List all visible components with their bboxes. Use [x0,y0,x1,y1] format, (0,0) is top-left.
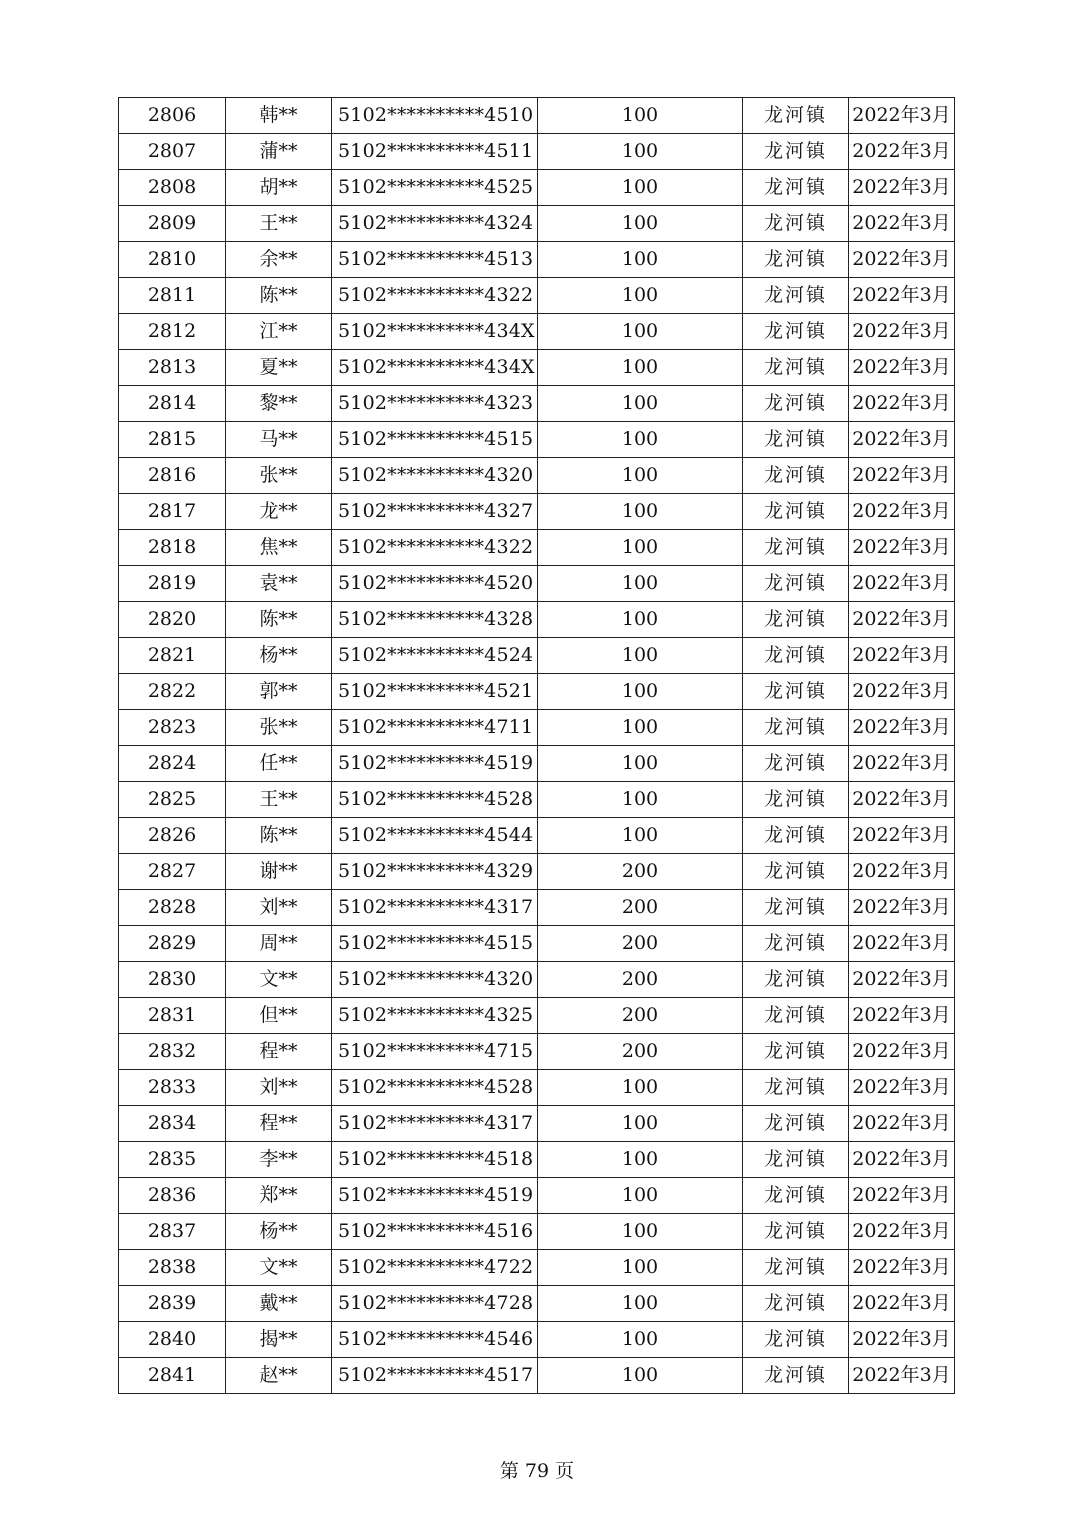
cell-date: 2022年3月 [849,746,955,782]
cell-seq: 2819 [119,566,226,602]
cell-name: 袁** [226,566,332,602]
cell-name: 杨** [226,638,332,674]
cell-id-number: 5102**********434X [332,350,538,386]
cell-id-number: 5102**********4515 [332,926,538,962]
cell-name: 程** [226,1106,332,1142]
cell-amount: 100 [538,1070,743,1106]
cell-date: 2022年3月 [849,278,955,314]
cell-id-number: 5102**********4329 [332,854,538,890]
cell-amount: 100 [538,746,743,782]
table-row [119,710,955,746]
cell-seq: 2837 [119,1214,226,1250]
table-row [119,494,955,530]
cell-date: 2022年3月 [849,854,955,890]
cell-town: 龙河镇 [743,962,849,998]
cell-amount: 100 [538,1358,743,1394]
cell-name: 马** [226,422,332,458]
cell-name: 张** [226,458,332,494]
cell-id-number: 5102**********4513 [332,242,538,278]
cell-town: 龙河镇 [743,1178,849,1214]
cell-name: 江** [226,314,332,350]
cell-town: 龙河镇 [743,854,849,890]
cell-name: 谢** [226,854,332,890]
cell-id-number: 5102**********4528 [332,1070,538,1106]
cell-id-number: 5102**********4519 [332,1178,538,1214]
cell-amount: 100 [538,98,743,134]
cell-seq: 2815 [119,422,226,458]
cell-name: 揭** [226,1322,332,1358]
cell-id-number: 5102**********4324 [332,206,538,242]
cell-seq: 2834 [119,1106,226,1142]
cell-seq: 2818 [119,530,226,566]
cell-town: 龙河镇 [743,566,849,602]
cell-town: 龙河镇 [743,494,849,530]
cell-town: 龙河镇 [743,998,849,1034]
cell-name: 陈** [226,602,332,638]
table-row [119,890,955,926]
table-row [119,1214,955,1250]
cell-id-number: 5102**********4521 [332,674,538,710]
table-row [119,674,955,710]
cell-town: 龙河镇 [743,278,849,314]
cell-id-number: 5102**********4728 [332,1286,538,1322]
cell-id-number: 5102**********4528 [332,782,538,818]
cell-date: 2022年3月 [849,350,955,386]
cell-date: 2022年3月 [849,782,955,818]
cell-amount: 100 [538,134,743,170]
cell-id-number: 5102**********4511 [332,134,538,170]
cell-id-number: 5102**********4320 [332,962,538,998]
cell-name: 戴** [226,1286,332,1322]
cell-amount: 100 [538,602,743,638]
cell-town: 龙河镇 [743,890,849,926]
cell-name: 李** [226,1142,332,1178]
cell-id-number: 5102**********4722 [332,1250,538,1286]
table-row [119,278,955,314]
cell-town: 龙河镇 [743,1250,849,1286]
table-row [119,1358,955,1394]
cell-seq: 2822 [119,674,226,710]
cell-name: 但** [226,998,332,1034]
cell-town: 龙河镇 [743,314,849,350]
cell-seq: 2836 [119,1178,226,1214]
cell-id-number: 5102**********4325 [332,998,538,1034]
cell-name: 余** [226,242,332,278]
cell-town: 龙河镇 [743,674,849,710]
cell-name: 陈** [226,278,332,314]
cell-date: 2022年3月 [849,1034,955,1070]
cell-name: 刘** [226,1070,332,1106]
cell-name: 蒲** [226,134,332,170]
table-row [119,782,955,818]
cell-seq: 2812 [119,314,226,350]
cell-name: 龙** [226,494,332,530]
cell-date: 2022年3月 [849,710,955,746]
cell-amount: 100 [538,530,743,566]
cell-amount: 100 [538,242,743,278]
cell-date: 2022年3月 [849,98,955,134]
cell-town: 龙河镇 [743,1034,849,1070]
table-row [119,854,955,890]
cell-id-number: 5102**********4320 [332,458,538,494]
cell-id-number: 5102**********4546 [332,1322,538,1358]
cell-date: 2022年3月 [849,1286,955,1322]
table-row [119,926,955,962]
cell-amount: 100 [538,1178,743,1214]
cell-id-number: 5102**********4524 [332,638,538,674]
cell-id-number: 5102**********4322 [332,530,538,566]
cell-amount: 100 [538,782,743,818]
table-row [119,314,955,350]
cell-name: 郭** [226,674,332,710]
cell-amount: 100 [538,566,743,602]
cell-name: 韩** [226,98,332,134]
cell-seq: 2825 [119,782,226,818]
cell-amount: 200 [538,998,743,1034]
cell-town: 龙河镇 [743,1358,849,1394]
cell-seq: 2807 [119,134,226,170]
cell-id-number: 5102**********4544 [332,818,538,854]
cell-amount: 100 [538,818,743,854]
cell-id-number: 5102**********4327 [332,494,538,530]
cell-date: 2022年3月 [849,386,955,422]
cell-id-number: 5102**********4525 [332,170,538,206]
cell-seq: 2835 [119,1142,226,1178]
cell-seq: 2820 [119,602,226,638]
table-row [119,602,955,638]
cell-date: 2022年3月 [849,638,955,674]
cell-date: 2022年3月 [849,890,955,926]
cell-town: 龙河镇 [743,134,849,170]
table-row [119,1070,955,1106]
cell-name: 胡** [226,170,332,206]
cell-amount: 100 [538,206,743,242]
cell-name: 任** [226,746,332,782]
cell-seq: 2826 [119,818,226,854]
cell-date: 2022年3月 [849,1106,955,1142]
cell-town: 龙河镇 [743,782,849,818]
cell-seq: 2840 [119,1322,226,1358]
cell-town: 龙河镇 [743,1286,849,1322]
cell-town: 龙河镇 [743,1142,849,1178]
cell-date: 2022年3月 [849,242,955,278]
cell-name: 周** [226,926,332,962]
cell-seq: 2810 [119,242,226,278]
cell-seq: 2823 [119,710,226,746]
cell-date: 2022年3月 [849,818,955,854]
cell-id-number: 5102**********4515 [332,422,538,458]
cell-amount: 100 [538,458,743,494]
cell-amount: 100 [538,1250,743,1286]
table-row [119,1106,955,1142]
cell-name: 刘** [226,890,332,926]
cell-date: 2022年3月 [849,1358,955,1394]
cell-town: 龙河镇 [743,206,849,242]
table-row [119,818,955,854]
cell-amount: 200 [538,890,743,926]
cell-seq: 2839 [119,1286,226,1322]
cell-id-number: 5102**********4317 [332,1106,538,1142]
cell-date: 2022年3月 [849,422,955,458]
cell-town: 龙河镇 [743,170,849,206]
cell-date: 2022年3月 [849,134,955,170]
table-row [119,1142,955,1178]
cell-date: 2022年3月 [849,314,955,350]
cell-id-number: 5102**********4510 [332,98,538,134]
table-row [119,134,955,170]
cell-id-number: 5102**********4517 [332,1358,538,1394]
cell-date: 2022年3月 [849,566,955,602]
cell-town: 龙河镇 [743,710,849,746]
cell-amount: 100 [538,422,743,458]
table-row [119,422,955,458]
cell-town: 龙河镇 [743,818,849,854]
cell-amount: 200 [538,926,743,962]
cell-town: 龙河镇 [743,1070,849,1106]
cell-seq: 2814 [119,386,226,422]
cell-amount: 100 [538,314,743,350]
cell-id-number: 5102**********4715 [332,1034,538,1070]
cell-date: 2022年3月 [849,998,955,1034]
cell-town: 龙河镇 [743,1214,849,1250]
cell-seq: 2808 [119,170,226,206]
cell-id-number: 5102**********4516 [332,1214,538,1250]
cell-seq: 2821 [119,638,226,674]
cell-town: 龙河镇 [743,638,849,674]
cell-town: 龙河镇 [743,602,849,638]
cell-date: 2022年3月 [849,1322,955,1358]
record-table [118,97,955,1394]
record-table-body [119,98,955,1394]
cell-amount: 100 [538,278,743,314]
cell-name: 文** [226,962,332,998]
cell-seq: 2830 [119,962,226,998]
cell-amount: 200 [538,1034,743,1070]
table-row [119,170,955,206]
cell-amount: 200 [538,962,743,998]
cell-town: 龙河镇 [743,926,849,962]
cell-date: 2022年3月 [849,962,955,998]
cell-town: 龙河镇 [743,350,849,386]
cell-town: 龙河镇 [743,1322,849,1358]
cell-amount: 100 [538,386,743,422]
cell-amount: 100 [538,710,743,746]
cell-date: 2022年3月 [849,926,955,962]
cell-name: 焦** [226,530,332,566]
table-row [119,1034,955,1070]
table-row [119,962,955,998]
cell-date: 2022年3月 [849,1142,955,1178]
cell-town: 龙河镇 [743,458,849,494]
cell-name: 王** [226,206,332,242]
cell-seq: 2838 [119,1250,226,1286]
cell-name: 张** [226,710,332,746]
cell-name: 赵** [226,1358,332,1394]
cell-date: 2022年3月 [849,602,955,638]
cell-town: 龙河镇 [743,1106,849,1142]
cell-id-number: 5102**********4323 [332,386,538,422]
cell-id-number: 5102**********4322 [332,278,538,314]
cell-name: 文** [226,1250,332,1286]
table-row [119,458,955,494]
cell-amount: 100 [538,350,743,386]
cell-amount: 200 [538,854,743,890]
cell-name: 夏** [226,350,332,386]
cell-name: 程** [226,1034,332,1070]
cell-town: 龙河镇 [743,386,849,422]
cell-id-number: 5102**********4317 [332,890,538,926]
table-row [119,998,955,1034]
cell-town: 龙河镇 [743,530,849,566]
cell-id-number: 5102**********4328 [332,602,538,638]
cell-amount: 100 [538,638,743,674]
cell-seq: 2827 [119,854,226,890]
table-row [119,242,955,278]
table-row [119,386,955,422]
cell-date: 2022年3月 [849,458,955,494]
table-row [119,1178,955,1214]
cell-amount: 100 [538,1286,743,1322]
cell-date: 2022年3月 [849,170,955,206]
cell-seq: 2816 [119,458,226,494]
cell-seq: 2806 [119,98,226,134]
table-row [119,1286,955,1322]
cell-town: 龙河镇 [743,422,849,458]
cell-id-number: 5102**********4518 [332,1142,538,1178]
cell-name: 杨** [226,1214,332,1250]
cell-town: 龙河镇 [743,98,849,134]
cell-amount: 100 [538,1322,743,1358]
cell-date: 2022年3月 [849,1070,955,1106]
table-row [119,98,955,134]
table-row [119,638,955,674]
cell-id-number: 5102**********4711 [332,710,538,746]
table-row [119,1250,955,1286]
cell-date: 2022年3月 [849,1250,955,1286]
cell-name: 王** [226,782,332,818]
cell-date: 2022年3月 [849,494,955,530]
table-row [119,206,955,242]
cell-seq: 2829 [119,926,226,962]
cell-amount: 100 [538,170,743,206]
table-row [119,746,955,782]
cell-amount: 100 [538,1214,743,1250]
cell-seq: 2828 [119,890,226,926]
cell-name: 陈** [226,818,332,854]
cell-name: 黎** [226,386,332,422]
cell-town: 龙河镇 [743,746,849,782]
cell-date: 2022年3月 [849,530,955,566]
cell-seq: 2832 [119,1034,226,1070]
cell-amount: 100 [538,1142,743,1178]
cell-date: 2022年3月 [849,206,955,242]
cell-seq: 2813 [119,350,226,386]
cell-amount: 100 [538,494,743,530]
page-number: 第 79 页 [499,1460,575,1482]
cell-id-number: 5102**********4520 [332,566,538,602]
cell-seq: 2811 [119,278,226,314]
cell-date: 2022年3月 [849,674,955,710]
cell-seq: 2833 [119,1070,226,1106]
table-row [119,350,955,386]
cell-seq: 2809 [119,206,226,242]
cell-town: 龙河镇 [743,242,849,278]
table-row [119,566,955,602]
cell-seq: 2817 [119,494,226,530]
cell-seq: 2824 [119,746,226,782]
cell-seq: 2841 [119,1358,226,1394]
cell-date: 2022年3月 [849,1214,955,1250]
cell-id-number: 5102**********434X [332,314,538,350]
cell-amount: 100 [538,1106,743,1142]
cell-name: 郑** [226,1178,332,1214]
cell-amount: 100 [538,674,743,710]
table-row [119,530,955,566]
table-row [119,1322,955,1358]
cell-date: 2022年3月 [849,1178,955,1214]
cell-seq: 2831 [119,998,226,1034]
cell-id-number: 5102**********4519 [332,746,538,782]
